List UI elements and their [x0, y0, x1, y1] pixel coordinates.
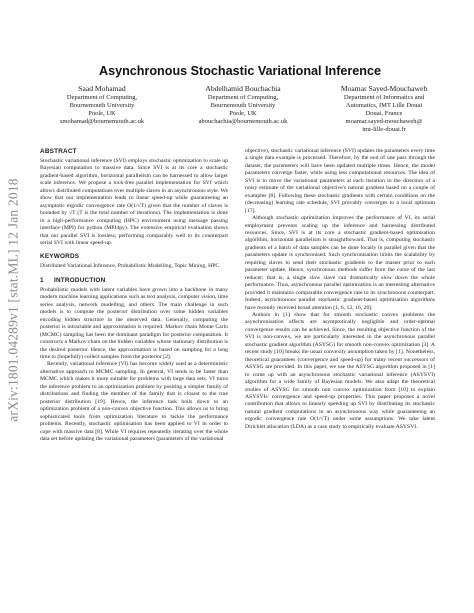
- arxiv-identifier: arXiv:1801.04289v1 [stat.ML] 12 Jan 2018: [6, 178, 22, 422]
- keywords-heading: KEYWORDS: [40, 253, 80, 261]
- paper-title: Asynchronous Stochastic Variational Inference: [98, 64, 382, 78]
- keywords-text: Distributed Variational Inference, Probabilistic Modelling, Topic Mining, HPC: [40, 263, 220, 270]
- right-column: [245, 148, 435, 431]
- introduction-heading: [40, 277, 228, 285]
- author-email: abouchachia@bournemouth.ac.uk: [198, 117, 288, 125]
- right-paragraph-3: Authors in [1] show that for smooth stochastic convex problems the asynchronisation effects are asymptotically negligible and order-optimal convergence results can be achieved. Since, the resulting objective function of the SVI is non-convex, we are particularly interested in the asynchronous parallel stochastic gradient algorithm (ASYSG) for smooth non-convex optimization [3]. A recent study [10] breaks the usual convexity assumption taken by [1]. Nonetheless, theoretical guarantees (convergence and speed-up) for many recent successors of ASYSG are provided. In this paper, we use the ASYSG algorithm proposed in [1] to come up with an asynchronous stochastic variational inference (ASYSVI) algorithm for a wide family of Bayesian models. We also adapt the theoretical studies of ASYSG for smooth non convex optimization from [10] to explain ASYSVIs' convergence and speed-up properties. This paper proposes a novel contribution that allows to linearly speeding up SVI by distributing its stochastic natural gradient computations in an asynchronous way while guaranteeing an ergodic convergence rate O(1/√T) under some assumptions. We take latent Dirichlet allocation (LDA) as a case study to empirically evaluate ASYSVI.: [245, 311, 435, 430]
- abstract-heading: ABSTRACT: [40, 148, 77, 155]
- author-email-cont: imt-lille-douai.fr: [362, 125, 406, 133]
- author-name: Saad Mohamad: [78, 84, 126, 93]
- author-email: moamar.sayed-mouchaweh@: [345, 117, 423, 125]
- author-org: Automatics, IMT Lille Douai: [345, 101, 423, 109]
- author-city: Douai, France: [365, 109, 403, 117]
- author-city: Poole, UK: [88, 109, 116, 117]
- abstract-text: Stochastic variational inference (SVI) employs stochastic optimization to scale up Bayesian computation to massive data. Since SVI is at its core a stochastic gradient-based algorithm, horizontal parallelism can be harnessed to allow larger scale inference. We propose a lock-free parallel implementation for SVI which allows distributed computations over multiple slaves in an asynchronous style. We show that our implementation leads to linear speed-up while guaranteeing an asymptotic ergodic convergence rate O(1/√T) given that the number of slaves is bounded by √T (T is the total number of iterations). The implementation is done in a high-performance computing (HPC) environment using message passing interface (MPI) for python (MPI4py). The extensive empirical evaluation shows that our parallel SVI is lossless, performing comparably well to its counterpart serial SVI with linear speed-up.: [40, 158, 228, 246]
- author-dept: Department of Computing,: [207, 93, 279, 101]
- arxiv-stamp: [2, 130, 26, 470]
- author-email: smohamad@bournemouth.ac.uk: [59, 117, 145, 125]
- author-org: Bournemouth University: [69, 101, 135, 109]
- section-title: INTRODUCTION: [54, 276, 106, 284]
- author-block: [40, 84, 444, 150]
- author-city: Poole, UK: [229, 109, 257, 117]
- author-3: [322, 84, 446, 134]
- author-dept: Department of Informatics and: [343, 93, 425, 101]
- intro-paragraph-1: Probabilistic models with latent variables have grown into a backbone in many modern machine learning applications such as text analysis, computer vision, time series analysis, network modelling, and others. The main challenge in such models is to compute the posterior distribution over some hidden variables encoding hidden structure in the observed data. Generally, computing the posterior is intractable and approximation is required. Markov chain Monte Carlo (MCMC) sampling has been the dominant paradigm for posterior computation. It constructs a Markov chain on the hidden variables whose stationary distribution is the desired posterior. Hence, the approximation is based on sampling for a long time to (hopefully) collect samples from the posterior [2].: [40, 286, 228, 360]
- right-paragraph-2: Although stochastic optimization improves the performance of VI, its serial employment prevents scaling up the inference and harnessing distributed resources. Since, SVI is at its core a stochastic gradient-based optimisation algorithm, horizontal parallelism is straightforward. That is, computing stochastic gradients of a batch of data samples can be done locally in parallel given that the parameters update is synchronised. Such synchronisation limits the scalability by requiring slaves to send their stochastic gradients to the master prior to each parameter update. Hence, synchronous methods suffer from the curse of the last reducer; that is, a single slow slave can dramatically slow down the whole performance. Thus, asynchronous parallel optimization is an interesting alternative provided it maintains comparable convergence rate to its synchronous counterpart. Indeed, asynchronous parallel stochastic gradient-based optimisation algorithms have recently received broad attention [1, 6, 12, 16, 20].: [245, 215, 435, 311]
- author-dept: Department of Computing,: [66, 93, 138, 101]
- intro-paragraph-2: Recently, variational inference (VI) has become widely used as a deterministic alternative approach to MCMC sampling. In general, VI tends to be faster than MCMC which makes it more suitable for problems with large data sets. VI turns the inference problem to an optimization problem by positing a simpler family of distributions and finding the member of the family that is closest to the true posterior distribution [19]. Hence, the inference task boils down to an optimization problem of a non-convex objective function. This allows us to bring sophisticated tools from optimization literature to tackle the performance problems. Recently, stochastic optimisation has been applied to VI in order to cope with massive data [8]. While VI requires repeatedly iterating over the whole data set before updating the variational parameters (parameters of the variational: [40, 361, 228, 442]
- author-1: [40, 84, 164, 126]
- right-paragraph-1: objective), stochastic variational inference (SVI) updates the parameters every time a single data example is processed. Therefore, by the end of one pass through the dataset, the parameters will have been updated multiple times. Hence, the model parameters converge faster, while using less computational resources. The idea of SVI is to move the variational parameters at each iteration in the direction of a noisy estimate of the variational objective's natural gradient based on a couple of examples [8]. Following these stochastic gradients with certain conditions on the (decreasing) learning rate schedule, SVI provably converges to a local optimum [17].: [245, 148, 435, 214]
- author-2: [170, 84, 316, 126]
- author-name: Moamar Sayed-Mouchaweh: [340, 84, 428, 93]
- author-name: Abdelhamid Bouchachia: [205, 84, 281, 93]
- author-org: Bournemouth University: [210, 101, 276, 109]
- left-column: [40, 148, 228, 443]
- section-number: 1: [40, 276, 44, 284]
